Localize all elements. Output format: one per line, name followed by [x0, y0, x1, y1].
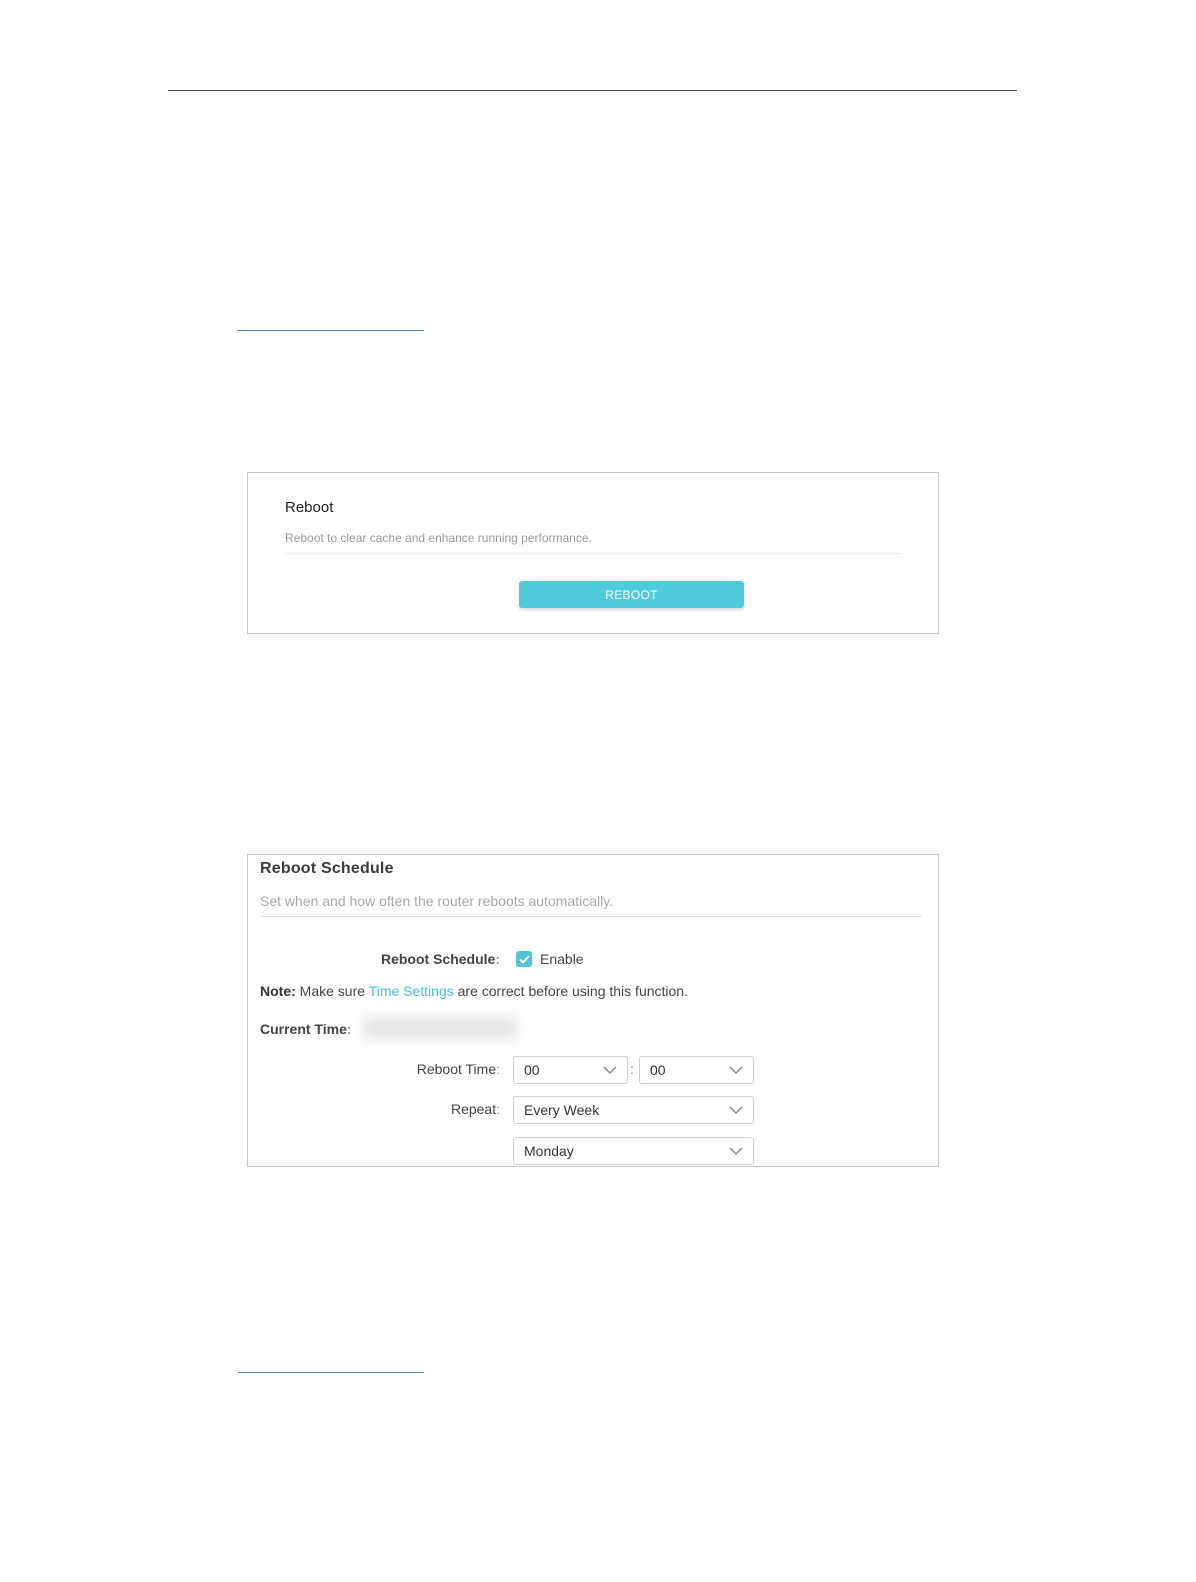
reboot-button[interactable]: REBOOT [519, 581, 744, 608]
chevron-down-icon [729, 1104, 743, 1116]
section-rule [238, 1372, 424, 1373]
panel-description: Set when and how often the router reboots automatically. [260, 893, 614, 909]
panel-title: Reboot [285, 499, 334, 516]
time-settings-link[interactable]: Time Settings [368, 983, 454, 999]
check-icon [519, 955, 530, 964]
select-value: Monday [524, 1143, 574, 1159]
time-separator: : [630, 1061, 634, 1077]
day-select[interactable] [513, 1137, 754, 1165]
enable-checkbox[interactable] [516, 951, 532, 967]
divider [260, 916, 922, 917]
reboot-panel [247, 472, 939, 634]
chevron-down-icon [603, 1064, 617, 1076]
current-time-label: Current Time: [260, 1021, 352, 1037]
chevron-down-icon [729, 1064, 743, 1076]
reboot-time-label: Reboot Time: [416, 1061, 500, 1077]
divider [285, 553, 901, 554]
header-rule [168, 90, 1017, 91]
chevron-down-icon [729, 1145, 743, 1157]
section-rule [238, 330, 424, 331]
panel-title: Reboot Schedule [260, 860, 394, 877]
select-value: Every Week [524, 1102, 600, 1118]
current-time-value-redacted [362, 1015, 518, 1041]
reboot-hour-select[interactable] [513, 1056, 628, 1084]
select-value: 00 [524, 1062, 540, 1078]
repeat-label: Repeat: [450, 1101, 500, 1117]
reboot-minute-select[interactable] [639, 1056, 754, 1084]
repeat-select[interactable] [513, 1096, 754, 1124]
panel-description: Reboot to clear cache and enhance running performance. [285, 531, 592, 545]
note-text: Note: Make sure Time Settings are correct before using this function. [260, 983, 688, 999]
enable-label: Enable [540, 951, 584, 967]
reboot-schedule-label: Reboot Schedule: [380, 951, 500, 967]
select-value: 00 [650, 1062, 666, 1078]
reboot-schedule-panel [247, 854, 939, 1167]
